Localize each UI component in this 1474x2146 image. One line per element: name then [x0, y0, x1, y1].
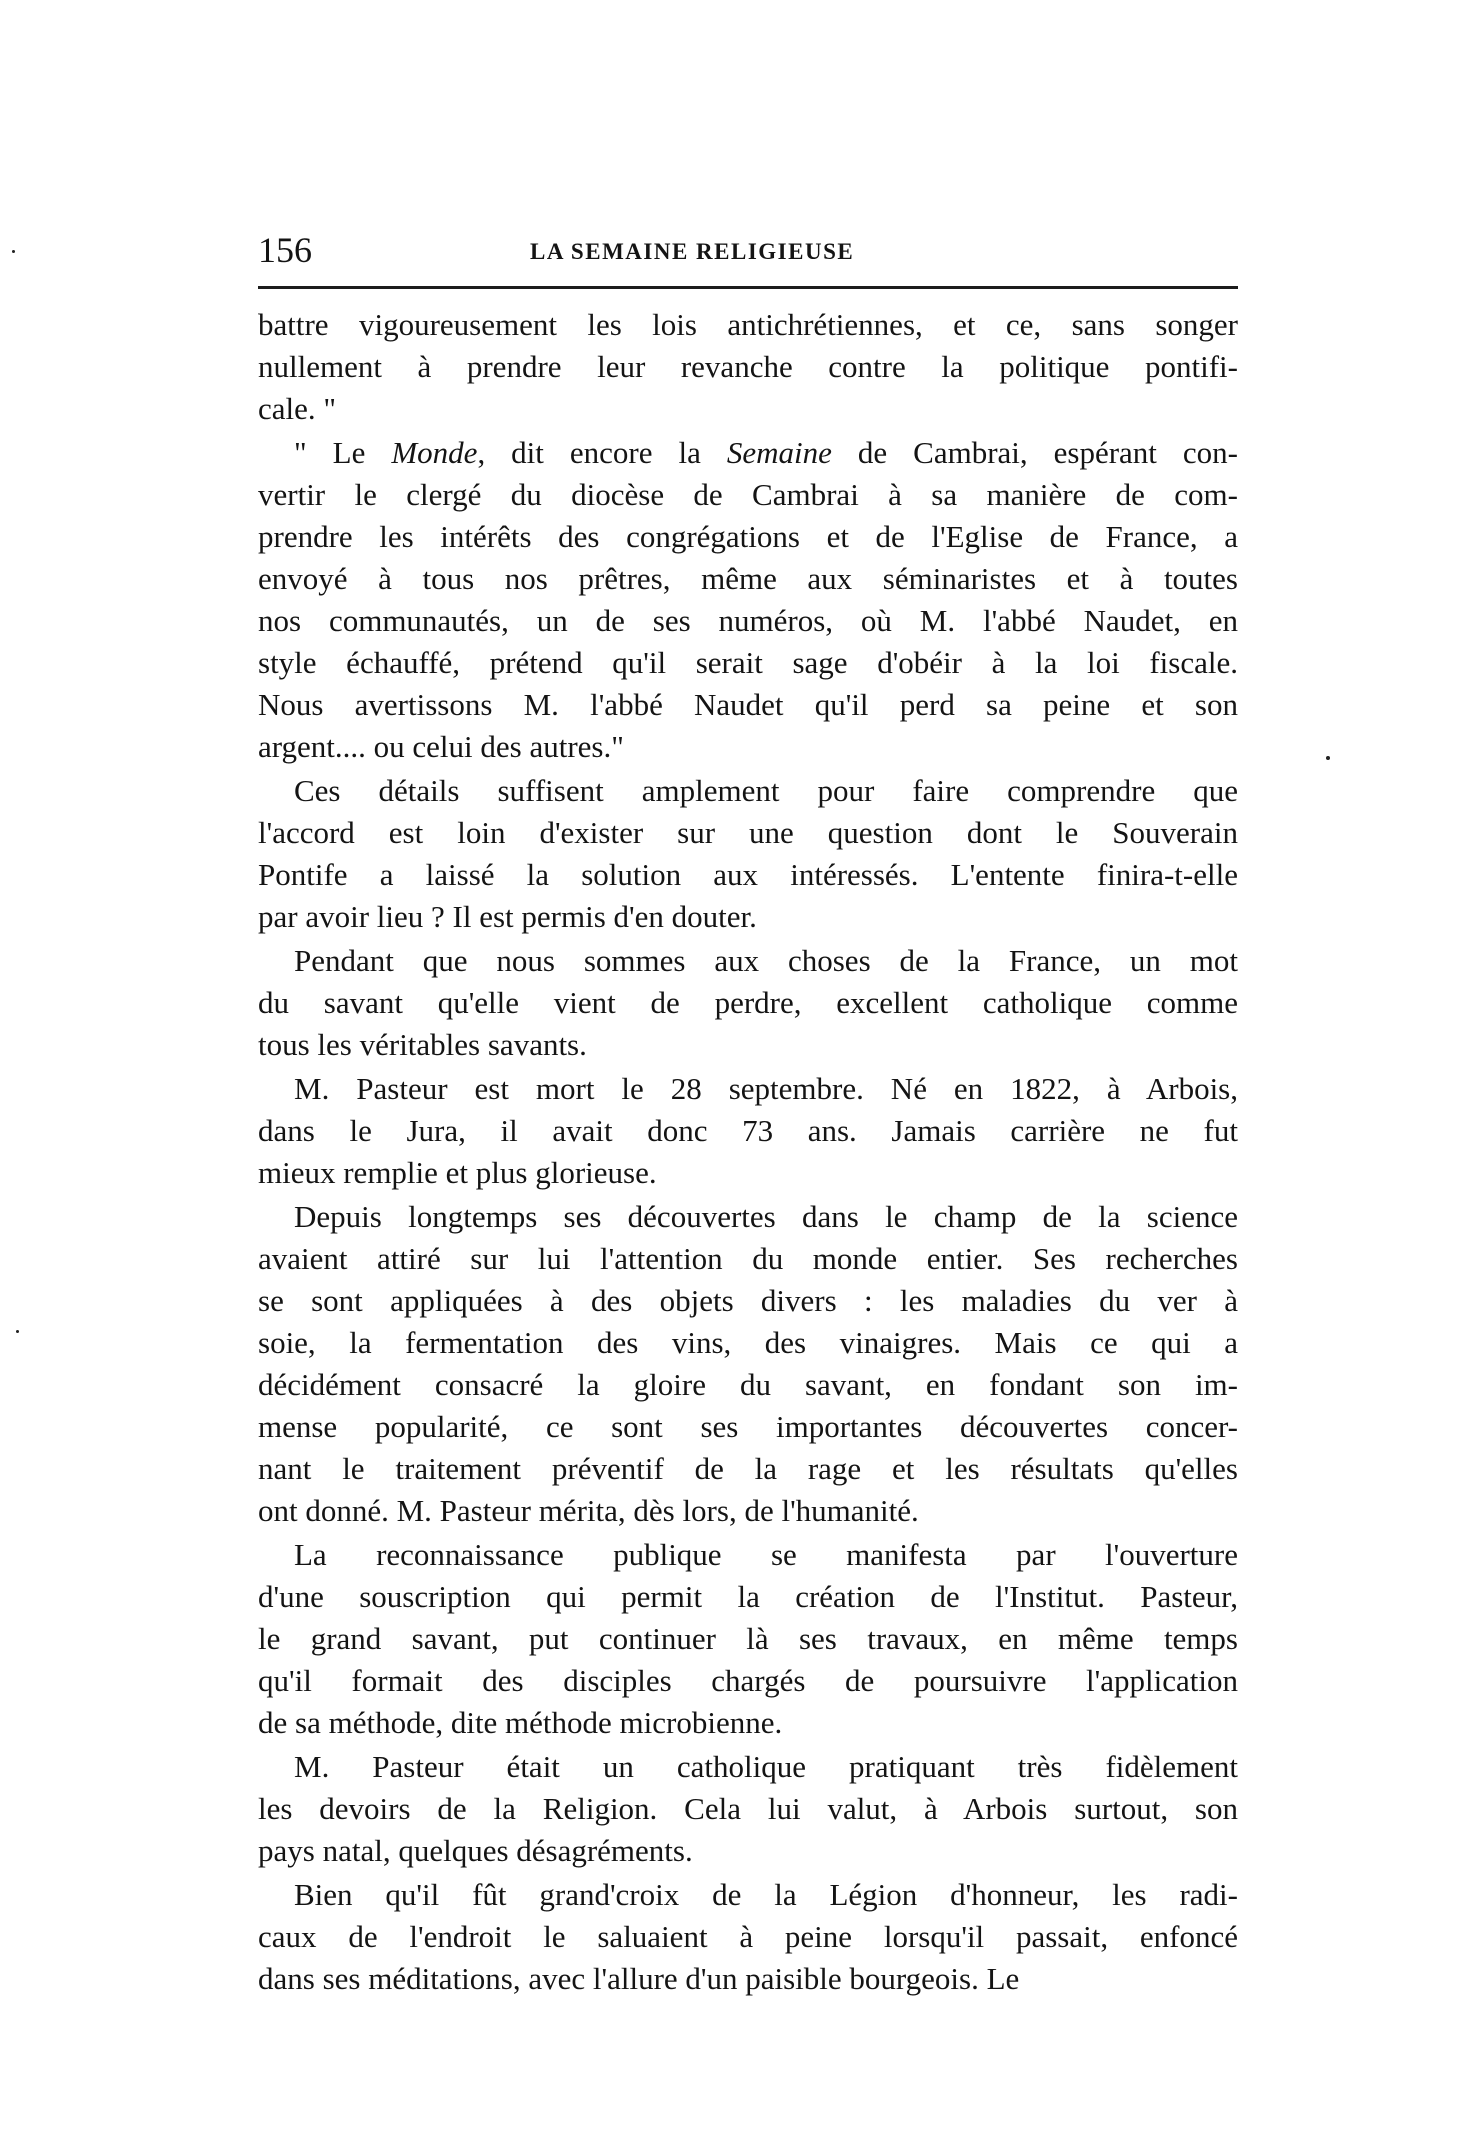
- scan-speck: [1326, 756, 1330, 760]
- scan-speck: [16, 1330, 19, 1333]
- text-line: mense popularité, ce sont ses importantes découvertes concer-: [258, 1409, 1238, 1444]
- paragraph: [258, 1068, 1238, 1194]
- text-line: Pontife a laissé la solution aux intéressés. L'entente finira-t-elle: [258, 857, 1238, 892]
- page-number: 156: [258, 230, 312, 270]
- text-line: pays natal, quelques désagréments.: [258, 1833, 693, 1868]
- text-line: du savant qu'elle vient de perdre, excellent catholique comme: [258, 985, 1238, 1020]
- paragraph: [258, 1196, 1238, 1532]
- text-line: Nous avertissons M. l'abbé Naudet qu'il perd sa peine et son: [258, 687, 1238, 722]
- paragraph: [258, 770, 1238, 938]
- page-header: [258, 228, 1238, 272]
- header-rule: [258, 286, 1238, 289]
- text-line: La reconnaissance publique se manifesta par l'ouverture: [294, 1537, 1238, 1572]
- text-line: Bien qu'il fût grand'croix de la Légion d'honneur, les radi-: [294, 1877, 1238, 1912]
- scan-speck: [12, 250, 15, 253]
- text-line: mieux remplie et plus glorieuse.: [258, 1155, 657, 1190]
- text-line: par avoir lieu ? Il est permis d'en douter.: [258, 899, 757, 934]
- text-line: nullement à prendre leur revanche contre la politique pontifi-: [258, 349, 1238, 384]
- paragraph: [258, 1746, 1238, 1872]
- text-line: Ces détails suffisent amplement pour faire comprendre que: [294, 773, 1238, 808]
- text-line: de sa méthode, dite méthode microbienne.: [258, 1705, 783, 1740]
- text-line: caux de l'endroit le saluaient à peine lorsqu'il passait, enfoncé: [258, 1919, 1238, 1954]
- text-line: qu'il formait des disciples chargés de poursuivre l'application: [258, 1663, 1238, 1698]
- text-line: Depuis longtemps ses découvertes dans le champ de la science: [294, 1199, 1238, 1234]
- text-line: nant le traitement préventif de la rage et les résultats qu'elles: [258, 1451, 1238, 1486]
- text-line: d'une souscription qui permit la création de l'Institut. Pasteur,: [258, 1579, 1238, 1614]
- paragraph: [258, 432, 1238, 768]
- text-line: vertir le clergé du diocèse de Cambrai à sa manière de com-: [258, 477, 1238, 512]
- text-line: M. Pasteur était un catholique pratiquant très fidèlement: [294, 1749, 1238, 1784]
- text-line: avaient attiré sur lui l'attention du monde entier. Ses recherches: [258, 1241, 1238, 1276]
- text-line: battre vigoureusement les lois antichrétiennes, et ce, sans songer: [258, 307, 1238, 342]
- text-line: argent.... ou celui des autres.": [258, 729, 624, 764]
- text-line: ont donné. M. Pasteur mérita, dès lors, de l'humanité.: [258, 1493, 919, 1528]
- text-line: tous les véritables savants.: [258, 1027, 587, 1062]
- text-line: décidément consacré la gloire du savant, en fondant son im-: [258, 1367, 1238, 1402]
- text-line: Pendant que nous sommes aux choses de la France, un mot: [294, 943, 1238, 978]
- text-line: le grand savant, put continuer là ses travaux, en même temps: [258, 1621, 1238, 1656]
- text-line: soie, la fermentation des vins, des vinaigres. Mais ce qui a: [258, 1325, 1238, 1360]
- text-line: dans ses méditations, avec l'allure d'un paisible bourgeois. Le: [258, 1961, 1020, 1996]
- text-line: se sont appliquées à des objets divers : les maladies du ver à: [258, 1283, 1238, 1318]
- paragraph: [258, 304, 1238, 430]
- running-title: LA SEMAINE RELIGIEUSE: [530, 239, 855, 264]
- body-text: [258, 304, 1238, 2002]
- text-line: cale. ": [258, 391, 337, 426]
- text-line: l'accord est loin d'exister sur une question dont le Souverain: [258, 815, 1238, 850]
- text-line: prendre les intérêts des congrégations et de l'Eglise de France, a: [258, 519, 1238, 554]
- text-line: nos communautés, un de ses numéros, où M. l'abbé Naudet, en: [258, 603, 1238, 638]
- text-line: " Le Monde, dit encore la Semaine de Cambrai, espérant con-: [294, 435, 1238, 470]
- paragraph: [258, 1874, 1238, 2000]
- text-line: style échauffé, prétend qu'il serait sage d'obéir à la loi fiscale.: [258, 645, 1238, 680]
- text-line: envoyé à tous nos prêtres, même aux séminaristes et à toutes: [258, 561, 1238, 596]
- text-line: dans le Jura, il avait donc 73 ans. Jamais carrière ne fut: [258, 1113, 1238, 1148]
- text-line: les devoirs de la Religion. Cela lui valut, à Arbois surtout, son: [258, 1791, 1238, 1826]
- paragraph: [258, 940, 1238, 1066]
- paragraph: [258, 1534, 1238, 1744]
- text-line: M. Pasteur est mort le 28 septembre. Né en 1822, à Arbois,: [294, 1071, 1238, 1106]
